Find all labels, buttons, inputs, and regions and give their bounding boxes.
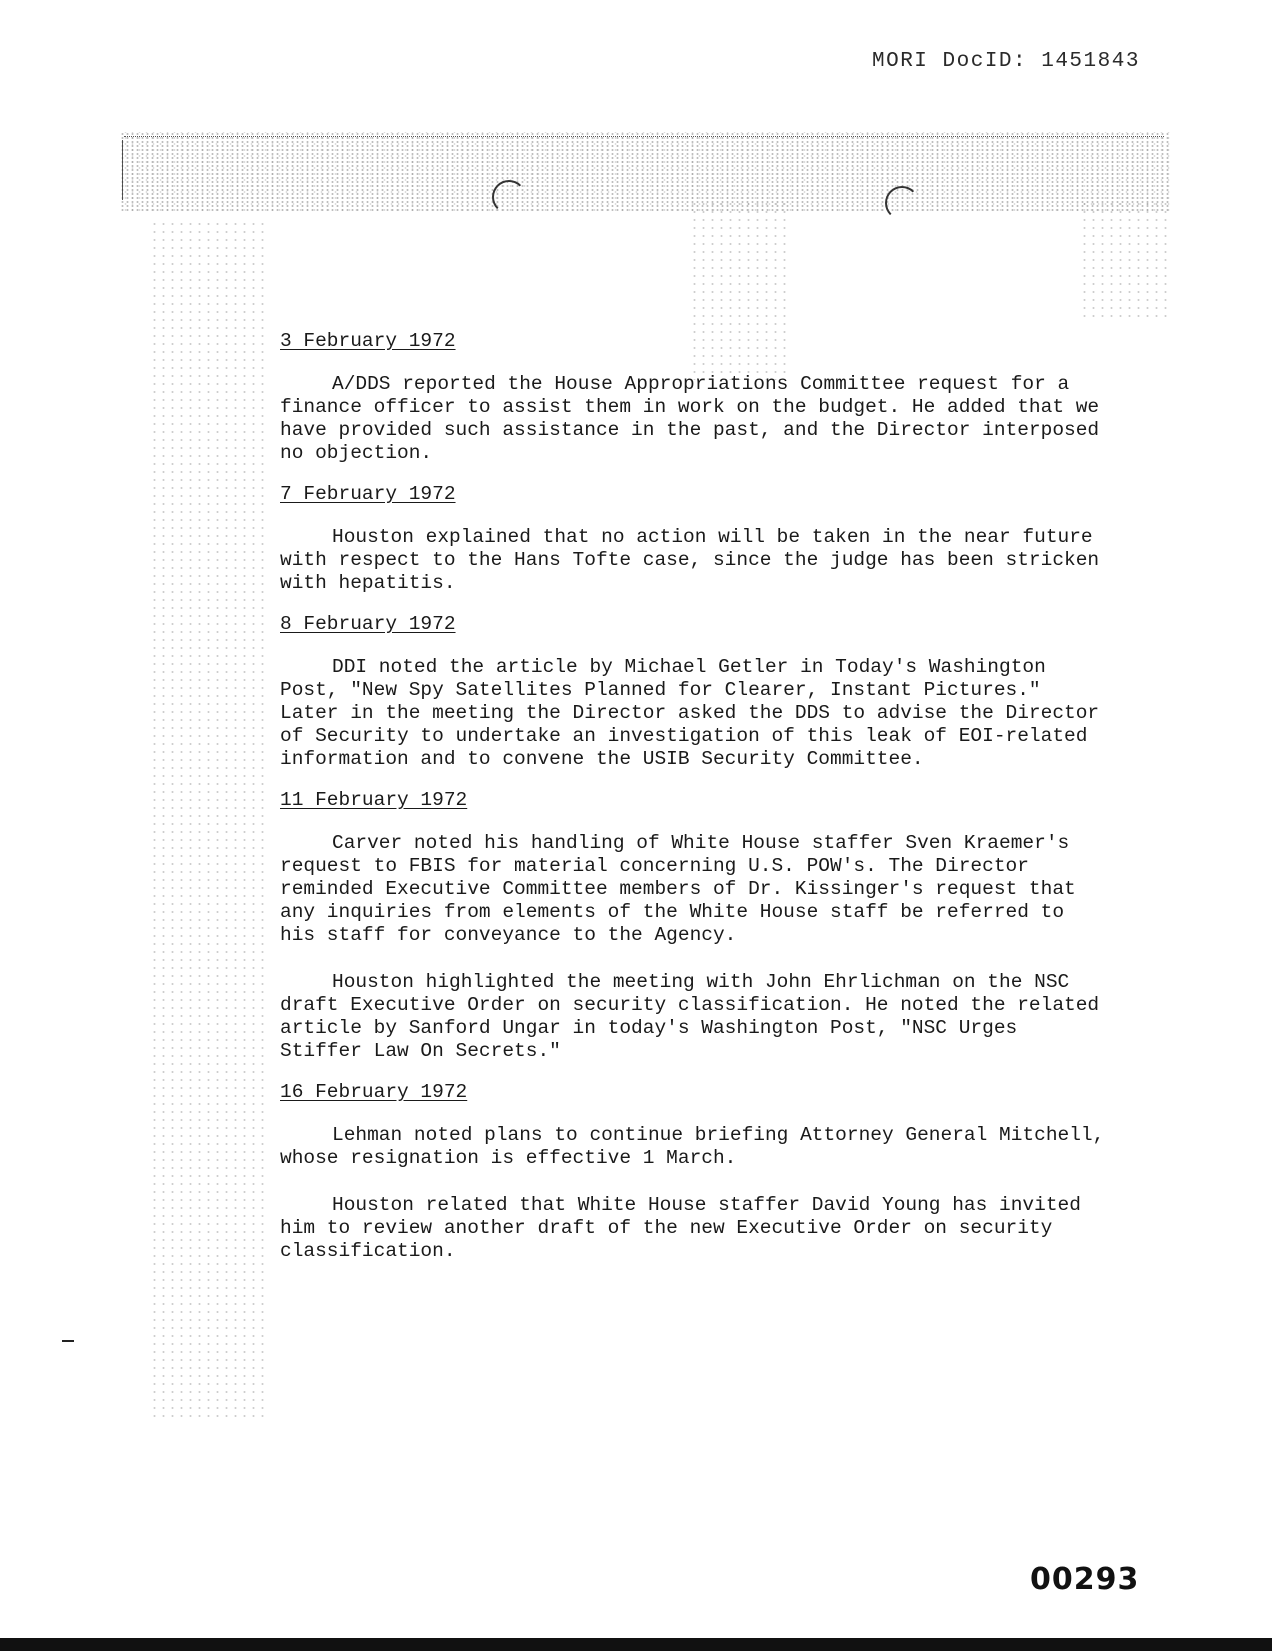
- entry-date: 11 February 1972: [280, 789, 468, 811]
- entry-date: 16 February 1972: [280, 1081, 468, 1103]
- entry-3-feb: [280, 330, 1110, 465]
- scan-bottom-edge: [0, 1638, 1272, 1651]
- entry-date: 3 February 1972: [280, 330, 456, 352]
- scan-arc-left: [492, 180, 526, 214]
- entry-paragraph: Lehman noted plans to continue briefing Attorney General Mitchell, whose resignation is effective 1 March.: [280, 1124, 1105, 1169]
- page-number: 00293: [1030, 1562, 1140, 1597]
- entry-7-feb: [280, 483, 1110, 595]
- entry-8-feb: [280, 613, 1110, 771]
- scan-noise-right: [1080, 200, 1170, 320]
- document-id: MORI DocID: 1451843: [872, 50, 1140, 73]
- scan-noise-left: [150, 220, 270, 1420]
- entry-16-feb: [280, 1081, 1110, 1263]
- entry-date: 8 February 1972: [280, 613, 456, 635]
- scan-noise-band: [120, 132, 1170, 212]
- entry-date: 7 February 1972: [280, 483, 456, 505]
- entry-11-feb: [280, 789, 1110, 1063]
- scan-arc-right: [885, 186, 919, 220]
- entry-paragraph: Houston highlighted the meeting with John Ehrlichman on the NSC draft Executive Order on security classification. He noted the related article by Sanford Ungar in today's Washington Post, "NSC Urges Stiffer Law On Secrets.": [280, 971, 1100, 1062]
- entry-paragraph: DDI noted the article by Michael Getler in Today's Washington Post, "New Spy Satellites Planned for Clearer, Instant Pictures." Later in the meeting the Director asked the DDS to advise the Director of Security to undertake an investigation of this leak of EOI-related information and to convene the USIB Security Committee.: [280, 656, 1100, 770]
- entry-paragraph: Houston explained that no action will be taken in the near future with respect to the Hans Tofte case, since the judge has been stricken with hepatitis.: [280, 526, 1100, 594]
- scan-left-mark: [62, 1340, 74, 1342]
- entry-paragraph: Carver noted his handling of White House staffer Sven Kraemer's request to FBIS for material concerning U.S. POW's. The Director reminded Executive Committee members of Dr. Kissinger's request that any inquiries from elements of the White House staff be referred to his staff for conveyance to the Agency.: [280, 832, 1076, 946]
- entry-paragraph: A/DDS reported the House Appropriations Committee request for a finance officer to assist them in work on the budget. He added that we have provided such assistance in the past, and the Director interposed no objection.: [280, 373, 1100, 464]
- entry-paragraph: Houston related that White House staffer David Young has invited him to review another draft of the new Executive Order on security classification.: [280, 1194, 1081, 1262]
- memo-body: [280, 330, 1110, 1281]
